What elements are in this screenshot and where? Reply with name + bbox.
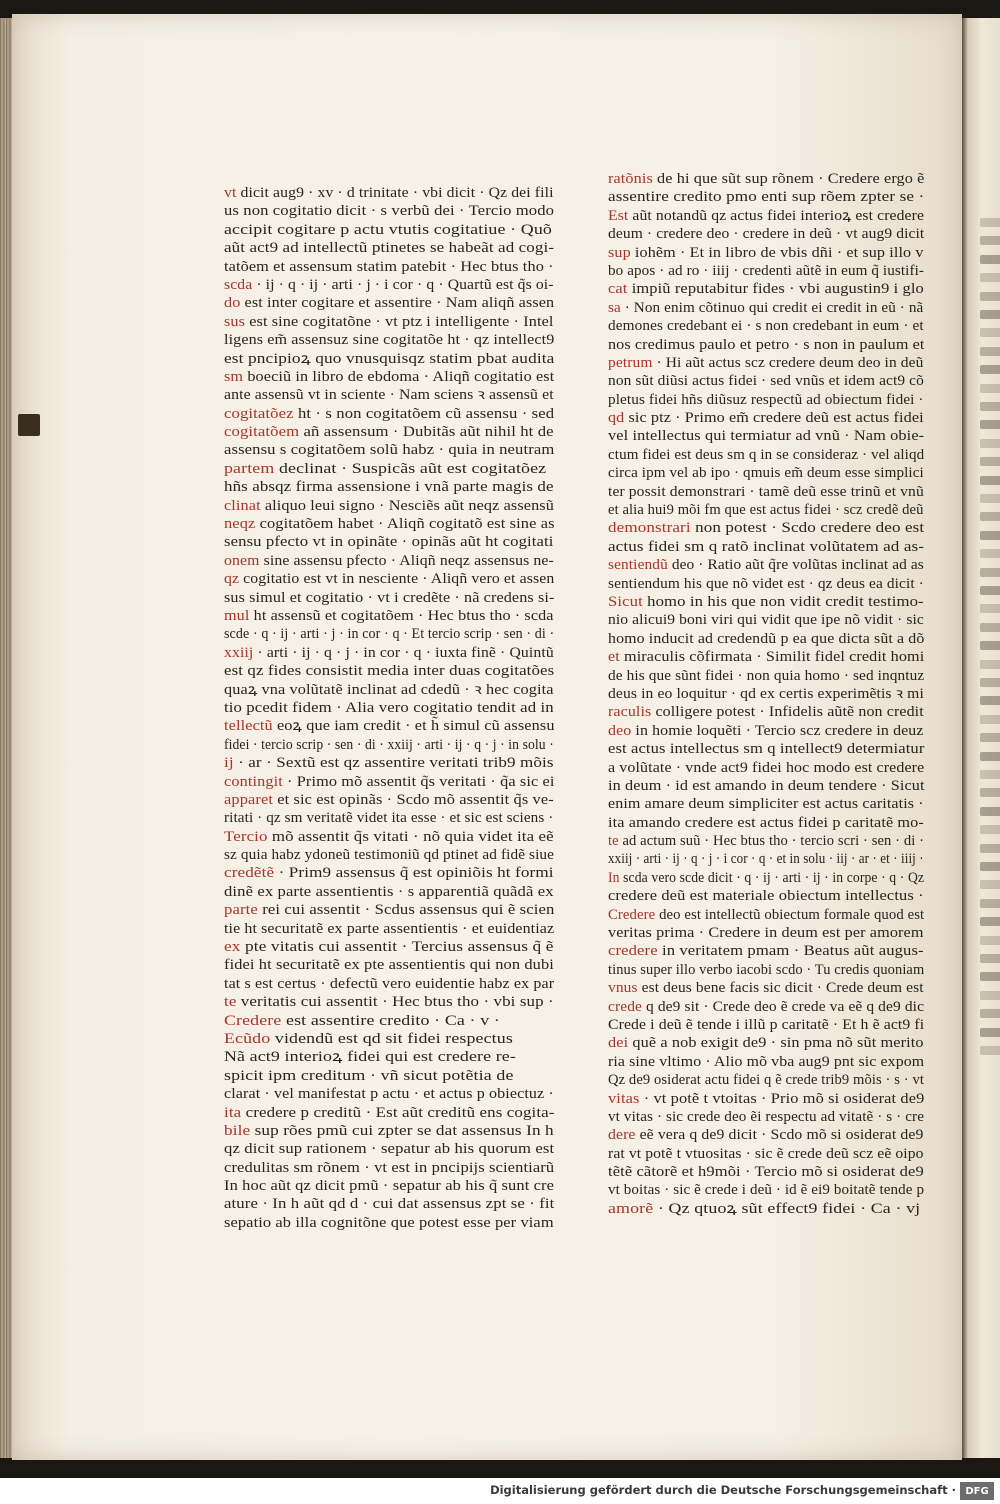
adjacent-page-text-fragment: [980, 1028, 1000, 1037]
adjacent-page-text-fragment: [980, 365, 1000, 374]
left-line: ature · In h aũt qd d · cui dat assensus zpt se · fit: [224, 1196, 555, 1213]
left-line: partem declinat · Suspicãs aũt est cogitatõez: [224, 460, 547, 477]
right-line: Credere deo est intellectũ obiectum formale quod est: [608, 906, 925, 923]
left-line: vt dicit aug9 · xv · d trinitate · vbi dicit · Qz dei fili: [224, 185, 554, 201]
left-line: credulitas sm rõnem · vt est in pncipijs scientiarũ: [224, 1159, 555, 1176]
adjacent-page-text-fragment: [980, 218, 1000, 227]
left-line: Tercio mõ assentit q̃s vitati · nõ quia videt ita eẽ: [224, 828, 554, 845]
right-line: Crede i deũ ẽ tende i illũ p caritatẽ · Et h ẽ act9 fi: [608, 1016, 925, 1033]
adjacent-page-text-fragment: [980, 549, 1000, 558]
left-line: Credere est assentire credito · Ca · v ·: [224, 1012, 500, 1029]
book-page: [12, 14, 962, 1460]
right-line: Est aũt notandũ qz actus fidei interioꝝ est credere: [608, 207, 925, 224]
right-line: amorẽ · Qz qtuoꝝ sũt effect9 fidei · Ca · vj: [608, 1200, 921, 1217]
left-line: tatõem et assensum statim patebit · Hec btus tho ·: [224, 258, 554, 275]
right-line: homo inducit ad credendũ p ea que dicta sũt a dõ: [608, 630, 925, 647]
adjacent-page-text-fragment: [980, 715, 1000, 724]
left-line: tie ht securitatẽ ex parte assentientis · et euidentiaz: [224, 920, 555, 937]
left-line: tio pcedit fidem · Alia vero cogitatio tendit ad in: [224, 699, 554, 716]
right-line: vel intellectus qui termiatur ad vnũ · Nam obie-: [608, 428, 925, 445]
left-line: fidei ht securitatẽ ex pte assentientis qui non dubi: [224, 957, 554, 974]
right-line: de his que sũnt fidei · non quia homo · sed inqntuz: [608, 667, 925, 684]
dfg-logo: DFG: [960, 1482, 994, 1500]
adjacent-page-text-fragment: [980, 954, 1000, 963]
right-line: a volũtate · vnde act9 fidei hoc modo est credere: [608, 759, 925, 776]
left-line: do est inter cogitare et assentire · Nam aliqñ assen: [224, 295, 555, 312]
left-line: tellectũ eoꝝ que iam credit · et h̃ simul cũ assensu: [224, 718, 555, 735]
adjacent-page-text-fragment: [980, 972, 1000, 981]
left-line: ante assensũ vt in sciente · Nam sciens ꝛ assensũ et: [224, 387, 554, 404]
right-line: dei quẽ a nob exigit de9 · sin pma nõ sũt merito: [608, 1035, 924, 1052]
left-line: apparet et sic est opinãs · Scdo mõ assentit q̃s ve-: [224, 791, 554, 808]
right-line: raculis colligere potest · Infidelis aũtẽ non credit: [608, 704, 924, 721]
left-line: sus simul et cogitatio · vt i credẽte · nã credens si-: [224, 589, 555, 606]
right-text-column: [608, 170, 924, 1218]
adjacent-page-text-fragment: [980, 936, 1000, 945]
adjacent-page-text-fragment: [980, 844, 1000, 853]
left-line: sepatio ab illa cognitõne que potest esse per viam: [224, 1214, 554, 1231]
right-line: ter possit demonstrari · tamẽ deũ esse trinũ et vnũ: [608, 483, 924, 500]
left-line: clarat · vel manifestat p actu · et actus p obiectuz ·: [224, 1086, 554, 1103]
right-line: dere eẽ vera q de9 dicit · Scdo mõ si osiderat de9: [608, 1127, 924, 1144]
left-text-column: [224, 184, 554, 1232]
adjacent-page-text-fragment: [980, 512, 1000, 521]
left-line: ritati · qz sm veritatẽ videt ita esse · et sic est sciens ·: [224, 810, 554, 827]
right-line: petrum · Hi aũt actus scz credere deum deo in deũ: [608, 354, 924, 371]
right-line: vt boitas · sic ẽ crede i deũ · id ẽ ei9 boitatẽ tende p: [608, 1182, 925, 1199]
right-line: vnus est deus bene facis sic dicit · Crede deum est: [608, 980, 924, 997]
left-line: clinat aliquo leui signo · Nesciẽs aũt neqz assensũ: [224, 497, 554, 514]
left-line: assensu s cogitatõem solũ habz · quia in neutram: [224, 442, 555, 459]
adjacent-page-text-fragment: [980, 328, 1000, 337]
left-line: te veritatis cui assentit · Hec btus tho · vbi sup ·: [224, 994, 554, 1011]
adjacent-page-text-fragment: [980, 604, 1000, 613]
right-line: in deum · id est amando in deum tendere · Sicut: [608, 777, 925, 794]
right-line: veritas prima · Credere in deum est per amorem: [608, 925, 924, 942]
right-line: bo apos · ad ro · iiij · credenti aũtẽ in eum q̃ iustifi-: [608, 262, 925, 279]
adjacent-page-text-fragment: [980, 255, 1000, 264]
right-line: non sũt diũsi actus fidei · sed vnũs et idem act9 cõ: [608, 373, 924, 390]
adjacent-page-text-fragment: [980, 696, 1000, 705]
right-line: circa ipm vel ab ipo · qmuis em̃ deum esse simplici: [608, 465, 924, 482]
left-line: Ecũdo videndũ est qd sit fidei respectus: [224, 1030, 513, 1047]
adjacent-page-text-fragment: [980, 273, 1000, 282]
adjacent-page-text-fragment: [980, 568, 1000, 577]
left-line: scda · ij · q · ij · arti · j · i cor · q · Quartũ est q̃s oi-: [224, 276, 554, 293]
right-line: crede q de9 sit · Crede deo ẽ crede va eẽ q de9 dic: [608, 998, 925, 1015]
adjacent-page-text-fragment: [980, 733, 1000, 742]
left-line: In hoc aũt qz dicit pmũ · sepatur ab his q̃ sunt cre: [224, 1178, 555, 1195]
right-line: tinus super illo verbo iacobi scdo · Tu credis quoniam: [608, 961, 925, 978]
adjacent-page-text-fragment: [980, 623, 1000, 632]
left-line: est qz fides consistit media inter duas cogitatões: [224, 663, 555, 680]
right-line: pletus fidei hñs diũsuz respectũ ad obiectum fidei ·: [608, 391, 924, 408]
right-line: ctum fidei est deus sm q in se consideraz · vel aliqd: [608, 446, 925, 463]
adjacent-page-text-fragment: [980, 752, 1000, 761]
adjacent-page-text-fragment: [980, 476, 1000, 485]
right-line: demones credebant ei · s non credebant in eum · et: [608, 318, 924, 335]
left-line: qz cogitatio est vt in nesciente · Aliqñ vero et assen: [224, 571, 555, 588]
adjacent-page-text-fragment: [980, 586, 1000, 595]
right-line: sup iohẽm · Et in libro de vbis dñi · et sup illo v: [608, 244, 924, 261]
right-line: assentire credito pmo enti sup rõem zpter se ·: [608, 189, 925, 206]
right-line: tẽtẽ cãtorẽ et h9mõi · Tercio mõ si osiderat de9: [608, 1164, 924, 1181]
left-line: cogitatõem añ assensum · Dubitãs aũt nihil ht de: [224, 424, 554, 441]
adjacent-page-text-fragment: [980, 917, 1000, 926]
left-line: Nã act9 interioꝝ fidei qui est credere re-: [224, 1049, 516, 1066]
left-line: quaꝝ vna volũtatẽ inclinat ad cdedũ · ꝛ hec cogita: [224, 681, 554, 698]
right-line: ria sine vltimo · Alio mõ vba aug9 pnt sic expom: [608, 1053, 925, 1070]
right-line: ita amando credere est actus fidei p caritatẽ mo-: [608, 814, 924, 831]
adjacent-page-text-fragment: [980, 347, 1000, 356]
adjacent-page-edge: [962, 18, 1000, 1458]
adjacent-page-text-fragment: [980, 420, 1000, 429]
adjacent-page-text-fragment: [980, 899, 1000, 908]
left-line: sz quia habz ydoneũ testimoniũ qd ptinet ad fidẽ siue: [224, 847, 555, 864]
right-line: In scda vero scde dicit · q · ij · arti · ij · in corpe · q · Qz: [608, 869, 925, 886]
adjacent-page-text-fragment: [980, 531, 1000, 540]
right-line: vitas · vt potẽ t vtoitas · Prio mõ si osiderat de9: [608, 1090, 925, 1107]
footer-bar: [0, 1478, 1000, 1504]
adjacent-page-text-fragment: [980, 862, 1000, 871]
right-line: demonstrari non potest · Scdo credere deo est: [608, 520, 925, 537]
right-line: rat vt potẽ t vtuositas · sic ẽ crede deũ scz eẽ oipo: [608, 1145, 924, 1162]
right-line: nos credimus paulo et petro · s non in paulum et: [608, 336, 925, 353]
right-line: Sicut homo in his que non vidit credit testimo-: [608, 593, 924, 610]
adjacent-page-text-fragment: [980, 788, 1000, 797]
left-line: qz dicit sup rationem · sepatur ab his quorum est: [224, 1141, 555, 1158]
left-line: spicit ipm creditum · vñ sicut potẽtia de: [224, 1067, 514, 1084]
right-line: sentiendum his que nõ videt est · qz deus ea dicit ·: [608, 575, 924, 592]
left-line: est pncipioꝝ quo vnusquisqz statim pbat audita: [224, 350, 555, 367]
adjacent-page-text-fragment: [980, 1046, 1000, 1055]
adjacent-page-text-fragment: [980, 384, 1000, 393]
right-line: et alia hui9 mõi fm que est actus fidei · scz credẽ deũ: [608, 502, 924, 519]
left-line: aũt act9 ad intellectũ ptinetes se habeãt ad cogi-: [224, 240, 555, 257]
right-line: cat impiũ reputabitur fides · vbi augustin9 i glo: [608, 281, 924, 298]
right-line: te ad actum suũ · Hec btus tho · tercio scri · sen · di ·: [608, 833, 925, 850]
left-line: cogitatõez ht · s non cogitatõem cũ assensu · sed: [224, 405, 555, 422]
adjacent-page-text-fragment: [980, 825, 1000, 834]
left-line: scde · q · ij · arti · j · in cor · q · Et tercio scrip · sen · di ·: [224, 626, 555, 643]
right-line: Qz de9 osiderat actu fidei q ẽ crede trib9 mõis · s · vt: [608, 1072, 925, 1089]
left-line: neqz cogitatõem habet · Aliqñ cogitatõ est sine as: [224, 516, 555, 533]
left-line: fidei · tercio scrip · sen · di · xxiij · arti · ij · q · j · in solu ·: [224, 736, 554, 753]
right-line: et miraculis cõfirmata · Similit fidel credit homi: [608, 649, 925, 666]
left-line: sus est sine cogitatõne · vt ptz i intelligente · Intel: [224, 313, 554, 330]
left-line: onem sine assensu pfecto · Aliqñ neqz assensus ne-: [224, 552, 554, 569]
left-line: sensu pfecto vt in opinãte · opinãs aũt ht cogitati: [224, 534, 554, 551]
adjacent-page-text-fragment: [980, 991, 1000, 1000]
adjacent-page-text-fragment: [980, 439, 1000, 448]
left-line: credẽtẽ · Prim9 assensus q̃ est opiniõis ht formi: [224, 865, 554, 882]
right-line: est actus intellectus sm q intellect9 determiatur: [608, 741, 925, 758]
left-line: contingit · Primo mõ assentit q̃s veritati · q̃a sic ei: [224, 773, 555, 790]
adjacent-page-text-fragment: [980, 641, 1000, 650]
right-line: sentiendũ deo · Ratio aũt q̃re volũtas inclinat ad as: [608, 557, 924, 574]
right-line: ratõnis de hi que sũt sup rõnem · Credere ergo ẽ: [608, 171, 925, 187]
right-line: enim amare deum simpliciter est actus caritatis ·: [608, 796, 924, 813]
right-line: credere in veritatem pmam · Beatus aũt augus-: [608, 943, 924, 960]
adjacent-page-text-fragment: [980, 292, 1000, 301]
adjacent-page-text-fragment: [980, 310, 1000, 319]
adjacent-page-text-fragment: [980, 1009, 1000, 1018]
left-line: ita credere p creditũ · Est aũt creditũ ens cogita-: [224, 1104, 555, 1121]
adjacent-page-text-fragment: [980, 494, 1000, 503]
adjacent-page-text-fragment: [980, 457, 1000, 466]
right-line: deo in homie loquẽti · Tercio scz credere in deuz: [608, 722, 924, 739]
left-line: ligens em̃ assensuz sine cogitatõe ht · qz intellect9: [224, 332, 555, 349]
adjacent-page-text-fragment: [980, 660, 1000, 669]
right-line: xxiij · arti · ij · q · j · i cor · q · et in solu · iij · ar · et · iiij ·: [608, 851, 924, 868]
adjacent-page-text-fragment: [980, 770, 1000, 779]
right-line: sa · Non enim cõtinuo qui credit ei credit in eũ · nã: [608, 299, 924, 316]
right-line: credere deũ est materiale obiectum intellectus ·: [608, 888, 924, 905]
left-line: sm boeciũ in libro de ebdoma · Aliqñ cogitatio est: [224, 368, 555, 385]
bookmark-tab: [18, 414, 40, 436]
left-line: us non cogitatio dicit · s verbũ dei · Tercio modo: [224, 203, 555, 220]
left-line: xxiij · arti · ij · q · j · in cor · q · iuxta finẽ · Quintũ: [224, 644, 554, 661]
right-line: deum · credere deo · credere in deũ · vt aug9 dicit: [608, 226, 925, 243]
right-line: vt vitas · sic crede deo ẽi respectu ad vitatẽ · s · cre: [608, 1108, 925, 1125]
left-line: mul ht assensũ et cogitatõem · Hec btus tho · scda: [224, 607, 554, 624]
right-line: qd sic ptz · Primo em̃ credere deũ est actus fidei: [608, 410, 924, 427]
left-line: bile sup rões pmũ cui zpter se dat assensus In h: [224, 1122, 554, 1139]
right-line: nio alicui9 boni viri qui vidit que ipe nõ vidit · sic: [608, 612, 924, 629]
right-line: deus in eo loquitur · qd ex certis experimẽtis ꝛ mi: [608, 685, 924, 702]
adjacent-page-text-fragment: [980, 807, 1000, 816]
right-line: actus fidei sm q ratõ inclinat volũtatem ad as-: [608, 538, 925, 555]
adjacent-page-text-fragment: [980, 880, 1000, 889]
adjacent-page-text-fragment: [980, 236, 1000, 245]
left-line: ij · ar · Sextũ est qz assentire veritati trib9 mõis: [224, 755, 554, 772]
funding-credit: Digitalisierung gefördert durch die Deutsche Forschungsgemeinschaft ·: [490, 1483, 956, 1497]
left-line: hñs absqz firma assensione i vnã parte magis de: [224, 479, 554, 496]
left-line: parte rei cui assentit · Scdus assensus qui ẽ scien: [224, 902, 555, 919]
left-line: dinẽ ex parte assentientis · s apparentiã quãdã ex: [224, 883, 554, 900]
left-line: accipit cogitare p actu vtutis cogitatiue · Quõ: [224, 221, 552, 238]
left-line: tat s est certus · defectũ vero euidentie habz ex par: [224, 975, 555, 992]
left-line: ex pte vitatis cui assentit · Tercius assensus q̃ ẽ: [224, 939, 554, 956]
adjacent-page-text-fragment: [980, 678, 1000, 687]
adjacent-page-text-fragment: [980, 402, 1000, 411]
